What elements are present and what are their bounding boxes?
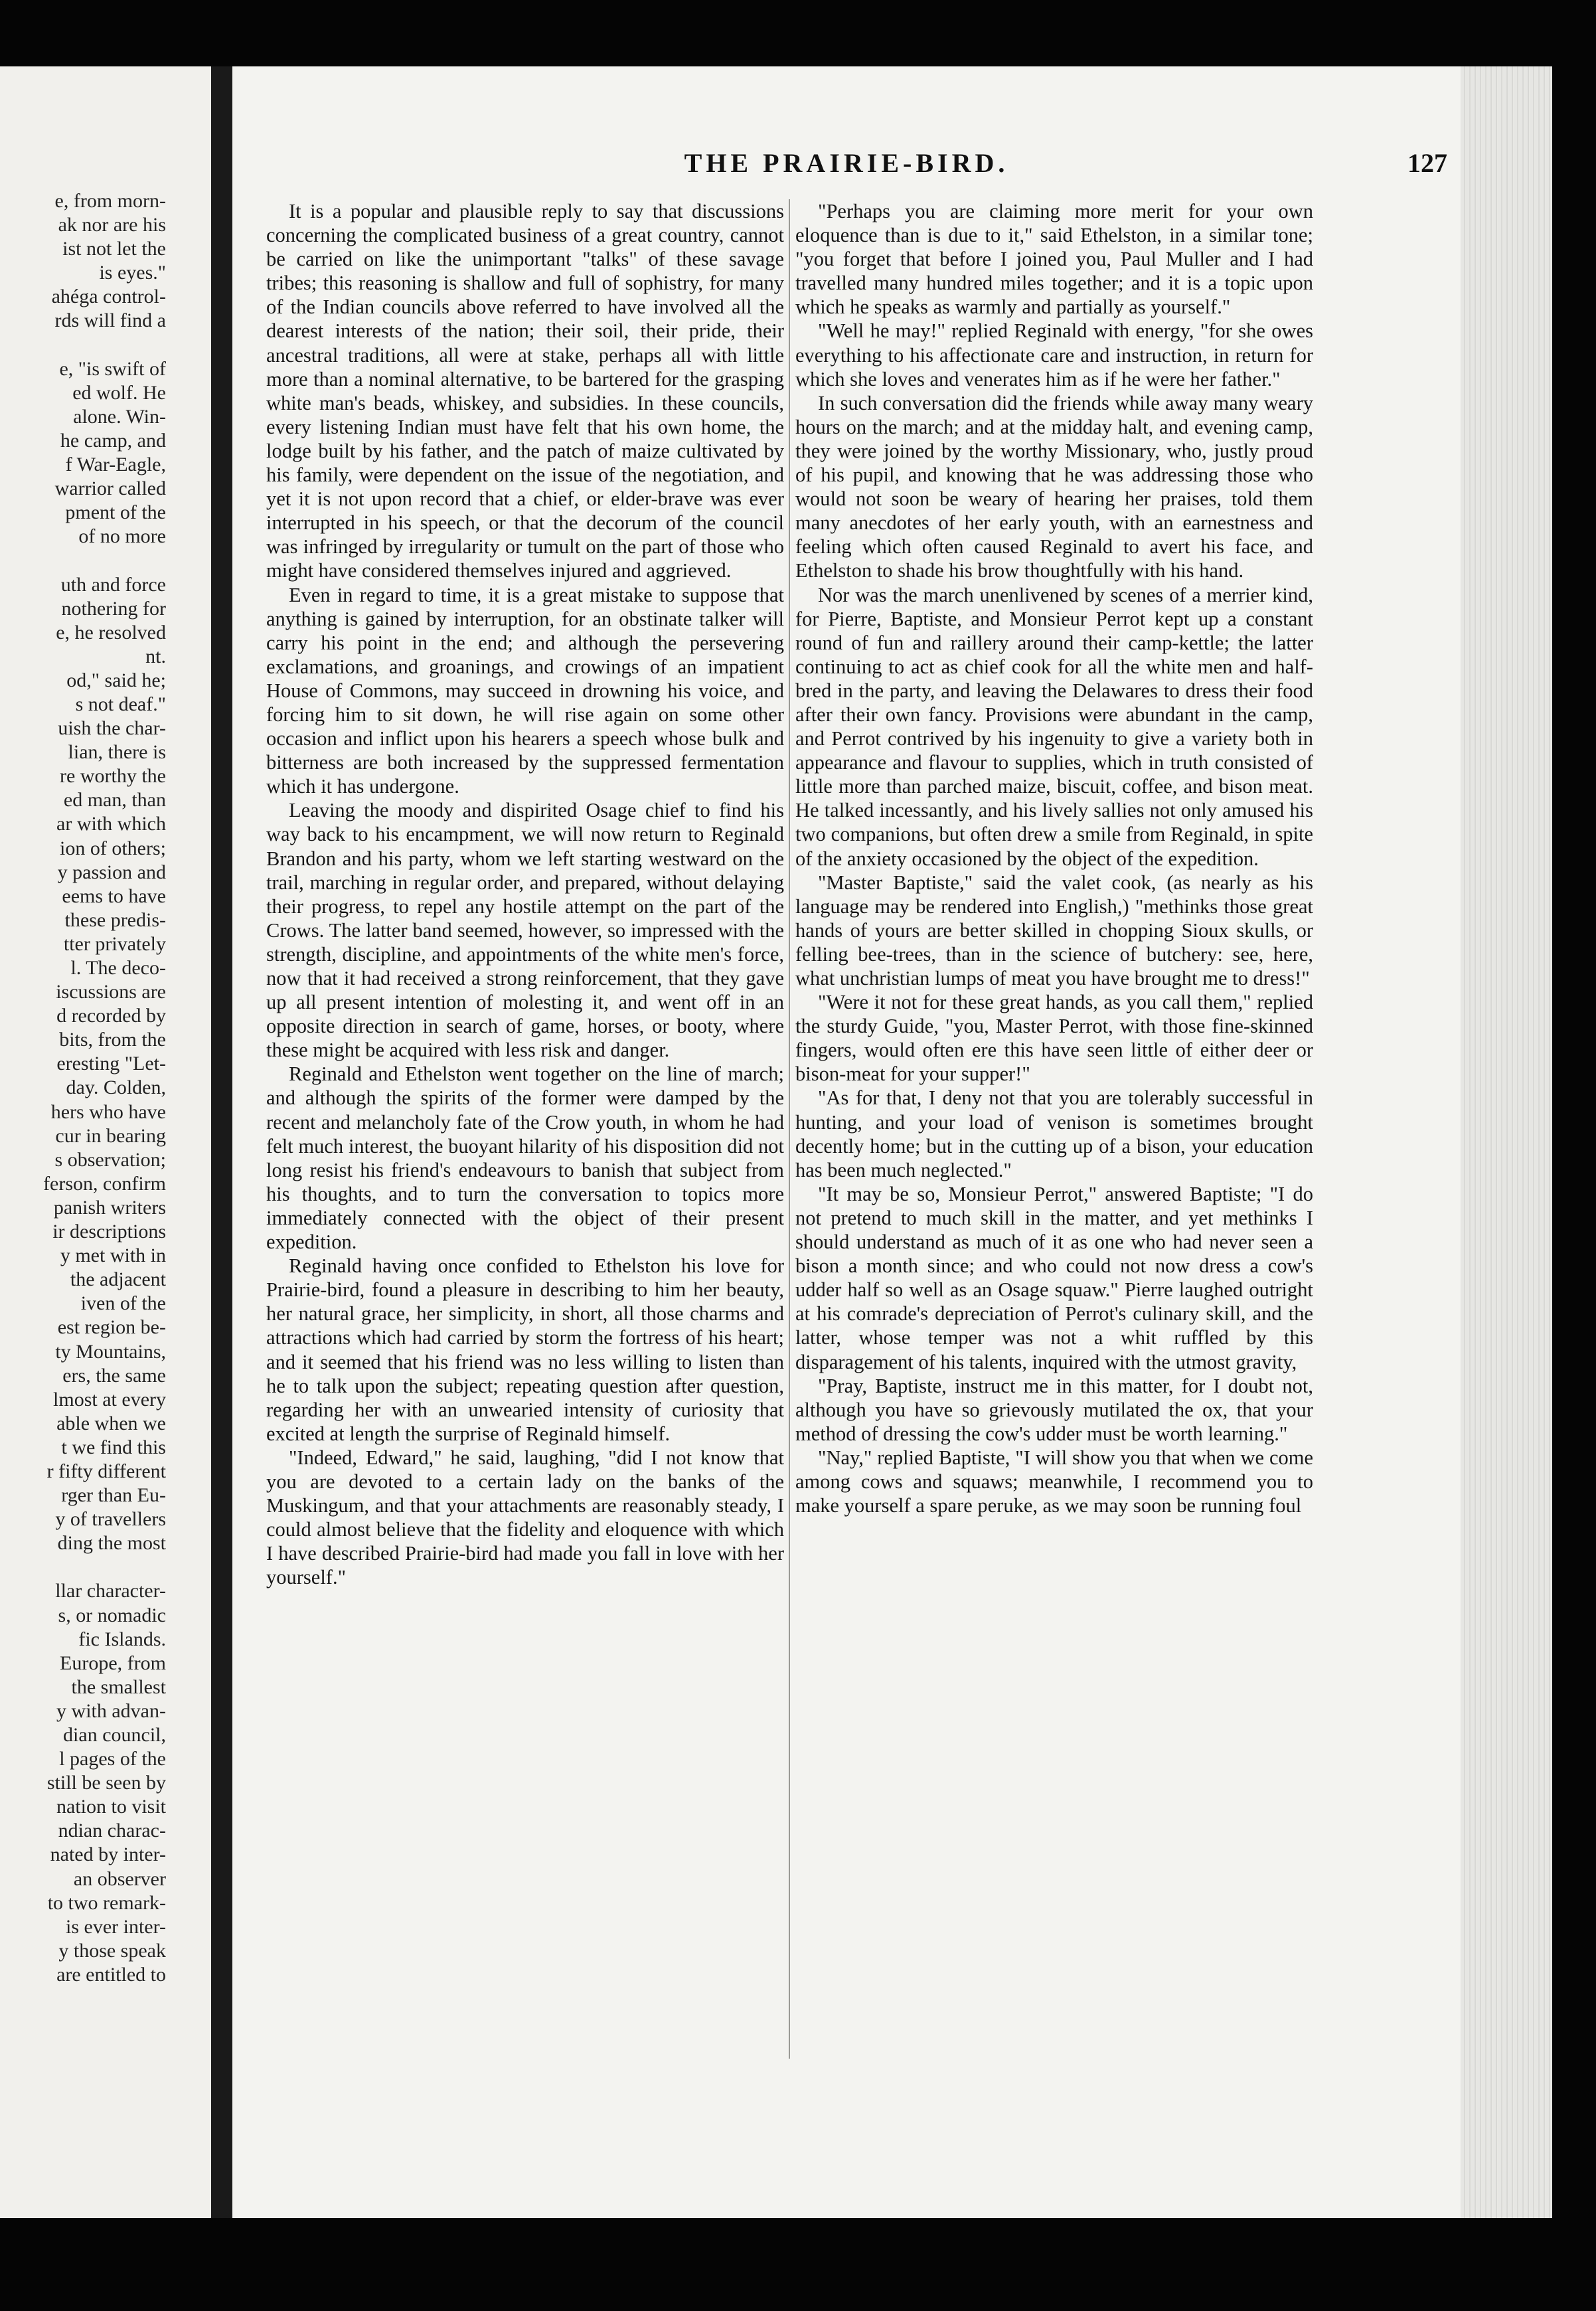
text-fragment: bits, from the: [59, 1029, 166, 1051]
paragraph: "It may be so, Monsieur Perrot," answered Baptiste; "I do not pretend to much skill in the matter, and yet methinks I should understand as much of it as one who had never seen a bison a month since; and who could not now dress a cow's udder half so well as an Osage squaw." Pierre laughed outright at his comrade's depreciation of Perrot's culinary skill, and the latter, whose temper was not a whit ruffled by this disparagement of his talents, inquired with the utmost gravity,: [795, 1182, 1313, 1373]
text-fragment: s, or nomadic: [58, 1604, 166, 1626]
text-fragment: d recorded by: [56, 1005, 166, 1027]
text-fragment: is ever inter-: [66, 1915, 166, 1938]
paragraph: It is a popular and plausible reply to say that discussions concerning the complicated business of a great country, cannot be carried on like the unimportant "talks" of these savage tribes; this reasoning is shallow and full of sophistry, for many of the Indian councils above referred to have involved all the dearest interests of the nation; their soil, their pride, their ancestral traditions, all were at stake, perhaps all with little more than a nominal alternative, to be bartered for the grasping white man's beads, whiskey, and subsidies. In these councils, every listening Indian must have felt that his own home, the lodge built by his father, and the patch of maize cultivated by his family, were dependent on the issue of the negotiation, and yet it is not upon record that a chief, or elder-brave was ever interrupted in his speech, or that the decorum of the council was infringed by irregularity or tumult on the part of those who might have considered themselves injured and aggrieved.: [266, 200, 784, 582]
running-head: THE PRAIRIE-BIRD.: [684, 148, 1009, 178]
text-fragment: ers, the same: [62, 1364, 166, 1387]
text-fragment: lian, there is: [68, 741, 166, 764]
paragraph: "Pray, Baptiste, instruct me in this matter, for I doubt not, although you have so grievously mutilated the ox, that your method of dressing the cow's udder must be worth learning.": [795, 1374, 1313, 1445]
text-fragment: ding the most: [57, 1532, 166, 1555]
text-fragment: is eyes.": [99, 262, 166, 284]
text-fragment: ist not let the: [62, 238, 166, 260]
text-fragment: dian council,: [63, 1724, 166, 1746]
text-fragment: l. The deco-: [70, 957, 166, 979]
text-fragment: ed wolf. He: [72, 381, 166, 404]
text-fragment: nation to visit: [56, 1796, 166, 1818]
text-fragment: still be seen by: [46, 1772, 166, 1794]
text-fragment: e, he resolved: [56, 621, 166, 643]
text-fragment: l pages of the: [59, 1748, 166, 1770]
text-fragment: nated by inter-: [50, 1843, 166, 1866]
paragraph: Nor was the march unenlivened by scenes of a merrier kind, for Pierre, Baptiste, and Monsieur Perrot kept up a constant round of fun and raillery around their camp-kettle; the latter continuing to act as chief cook for all the white men and half-bred in the party, and leaving the Delawares to dress their food after their own fancy. Provisions were abundant in the camp, and Perrot contrived by his ingenuity to give a variety both in appearance and flavour to supplies, which in truth consisted of little more than parched maize, biscuit, coffee, and bison meat. He talked incessantly, and his lively sallies not only amused his two companions, but often drew a smile from Reginald, in spite of the anxiety occasioned by the object of the expedition.: [795, 583, 1313, 870]
text-fragment: hers who have: [50, 1100, 166, 1123]
text-fragment: alone. Win-: [73, 405, 166, 428]
text-fragment: f War-Eagle,: [65, 454, 166, 476]
text-fragment: iven of the: [80, 1292, 166, 1315]
text-fragment: e, "is swift of: [59, 357, 166, 380]
text-fragment: are entitled to: [56, 1963, 166, 1986]
text-fragment: Europe, from: [60, 1652, 166, 1674]
text-fragment: he camp, and: [60, 429, 166, 452]
text-fragment: ferson, confirm: [43, 1172, 166, 1195]
text-fragment: eems to have: [62, 885, 166, 907]
paragraph: "Nay," replied Baptiste, "I will show you that when we come among cows and squaws; meanwhile, I recommend you to make yourself a spare peruke, as we may soon be running foul: [795, 1446, 1313, 1517]
text-fragment: cur in bearing: [55, 1124, 166, 1147]
paragraph: Leaving the moody and dispirited Osage chief to find his way back to his encampment, we will now return to Reginald Brandon and his party, whom we left starting westward on the trail, marching in regular order, and prepared, without delaying their progress, to repel any hostile attempt on the part of the Crows. The latter band seemed, however, so impressed with the strength, discipline, and appointments of the white men's force, now that it had received a strong reinforcement, that they gave up all present intention of molesting it, and went off in an opposite direction in search of game, horses, or booty, where these might be acquired with less risk and danger.: [266, 799, 784, 1062]
left-column: [266, 199, 784, 1589]
text-fragment: these predis-: [64, 908, 166, 931]
text-fragment: fic Islands.: [78, 1628, 166, 1650]
page-number: 127: [1407, 148, 1447, 178]
paragraph: "Master Baptiste," said the valet cook, (as nearly as his language may be rendered into English,) "methinks those great hands of yours are better skilled in chopping Sioux skulls, or felling bee-trees, than in the science of butchery: see, here, what unchristian lumps of meat you have brought me to dress!": [795, 871, 1313, 989]
text-fragment: ahéga control-: [51, 286, 166, 308]
text-fragment: t we find this: [61, 1436, 166, 1458]
text-fragment: lmost at every: [53, 1388, 166, 1411]
text-fragment: ion of others;: [60, 837, 166, 859]
text-fragment: e, from morn-: [54, 190, 166, 212]
text-fragment: od," said he;: [66, 669, 166, 691]
book-page: [232, 66, 1461, 2218]
text-fragment: rds will find a: [54, 309, 166, 332]
text-fragment: [0, 549, 166, 572]
text-fragment: day. Colden,: [66, 1076, 166, 1099]
page-edges: [1461, 66, 1552, 2218]
text-fragment: nothering for: [61, 597, 166, 620]
text-fragment: y those speak: [58, 1939, 166, 1962]
text-fragment: s not deaf.": [75, 693, 166, 715]
text-fragment: tter privately: [63, 932, 166, 955]
previous-page-text: [0, 189, 166, 1987]
text-fragment: r fifty different: [46, 1460, 166, 1482]
text-fragment: y with advan-: [56, 1699, 166, 1722]
paragraph: In such conversation did the friends while away many weary hours on the march; and at the midday halt, and evening camp, they were joined by the worthy Missionary, who, justly proud of his pupil, and knowing that he was addressing those who would not soon be weary of hearing her praises, told them many anecdotes of her early youth, with an earnestness and feeling which often caused Reginald to avert his face, and Ethelston to shade his brow thoughtfully with his hand.: [795, 391, 1313, 582]
previous-page: [0, 66, 219, 2218]
text-fragment: s observation;: [54, 1148, 166, 1171]
text-fragment: eresting "Let-: [56, 1053, 166, 1075]
text-fragment: est region be-: [57, 1316, 166, 1339]
text-fragment: uth and force: [60, 573, 166, 596]
text-fragment: ed man, than: [63, 789, 166, 812]
text-fragment: ak nor are his: [58, 214, 166, 236]
text-fragment: pment of the: [65, 501, 166, 524]
paragraph: "As for that, I deny not that you are tolerably successful in hunting, and your load of venison is sometimes brought decently home; but in the cutting up of a bison, your education has been much neglected.": [795, 1086, 1313, 1181]
text-fragment: [0, 1555, 166, 1579]
text-fragment: ar with which: [56, 813, 166, 835]
paragraph: "Perhaps you are claiming more merit for your own eloquence than is due to it," said Ethelston, in a similar tone; "you forget that before I joined you, Paul Muller and I had travelled many hundred miles together; and it is a topic upon which he speaks as warmly and partially as yourself.": [795, 200, 1313, 319]
paragraph: "Indeed, Edward," he said, laughing, "did I not know that you are devoted to a certain lady on the banks of the Muskingum, and that your attachments are reasonably steady, I could almost believe that the fidelity and eloquence with which I have described Prairie-bird had made you fall in love with her yourself.": [266, 1446, 784, 1589]
text-fragment: rger than Eu-: [61, 1484, 166, 1507]
text-fragment: re worthy the: [60, 765, 166, 788]
text-fragment: the adjacent: [70, 1268, 166, 1291]
text-fragment: an observer: [73, 1867, 166, 1890]
paragraph: "Were it not for these great hands, as you call them," replied the sturdy Guide, "you, Master Perrot, with those fine-skinned fingers, would often ere this have seen little of either deer or bison-meat for your supper!": [795, 991, 1313, 1086]
text-fragment: uish the char-: [58, 717, 166, 740]
paragraph: Reginald and Ethelston went together on the line of march; and although the spirits of the former were damped by the recent and melancholy fate of the Crow youth, in whom he had felt much interest, the buoyant hilarity of his disposition did not long resist his friend's endeavours to banish that subject from his thoughts, and to turn the conversation to topics more immediately connected with the object of their present expedition.: [266, 1063, 784, 1254]
text-fragment: panish writers: [53, 1196, 166, 1219]
text-fragment: ir descriptions: [52, 1221, 166, 1243]
text-fragment: llar character-: [55, 1580, 166, 1602]
right-column: [795, 199, 1313, 1517]
text-fragment: nt.: [145, 645, 166, 667]
text-fragment: able when we: [56, 1412, 166, 1434]
paragraph: "Well he may!" replied Reginald with energy, "for she owes everything to his affectionate care and instruction, in return for which she loves and venerates him as if he were her father.": [795, 319, 1313, 390]
text-fragment: ty Mountains,: [55, 1340, 166, 1363]
text-fragment: y met with in: [60, 1244, 166, 1267]
text-fragment: iscussions are: [56, 981, 166, 1003]
paragraph: Reginald having once confided to Ethelston his love for Prairie-bird, found a pleasure in describing to him her beauty, her natural grace, her simplicity, in short, all those charms and attractions which had carried by storm the fortress of his heart; and it seemed that his friend was no less willing to listen than he to talk upon the subject; repeating question after question, regarding her with an unwearied intensity of curiosity that excited at length the surprise of Reginald himself.: [266, 1254, 784, 1445]
text-fragment: warrior called: [54, 477, 166, 500]
paragraph: Even in regard to time, it is a great mistake to suppose that anything is gained by interruption, for an obstinate talker will carry his point in the end; and although the persevering exclamations, and groanings, and crowings of an impatient House of Commons, may succeed in drowning his voice, and forcing him to sit down, he will rise again on some other occasion and inflict upon his hearers a speech whose bulk and bitterness are both increased by the suppressed fermentation which it has undergone.: [266, 583, 784, 798]
text-fragment: ndian charac-: [58, 1820, 166, 1842]
text-fragment: [0, 333, 166, 357]
text-fragment: to two remark-: [47, 1891, 166, 1914]
text-fragment: of no more: [78, 525, 166, 548]
text-fragment: y of travellers: [55, 1508, 166, 1531]
column-rule: [789, 199, 790, 2059]
text-fragment: y passion and: [57, 861, 166, 883]
text-fragment: the smallest: [71, 1675, 166, 1698]
book-gutter: [211, 66, 232, 2218]
